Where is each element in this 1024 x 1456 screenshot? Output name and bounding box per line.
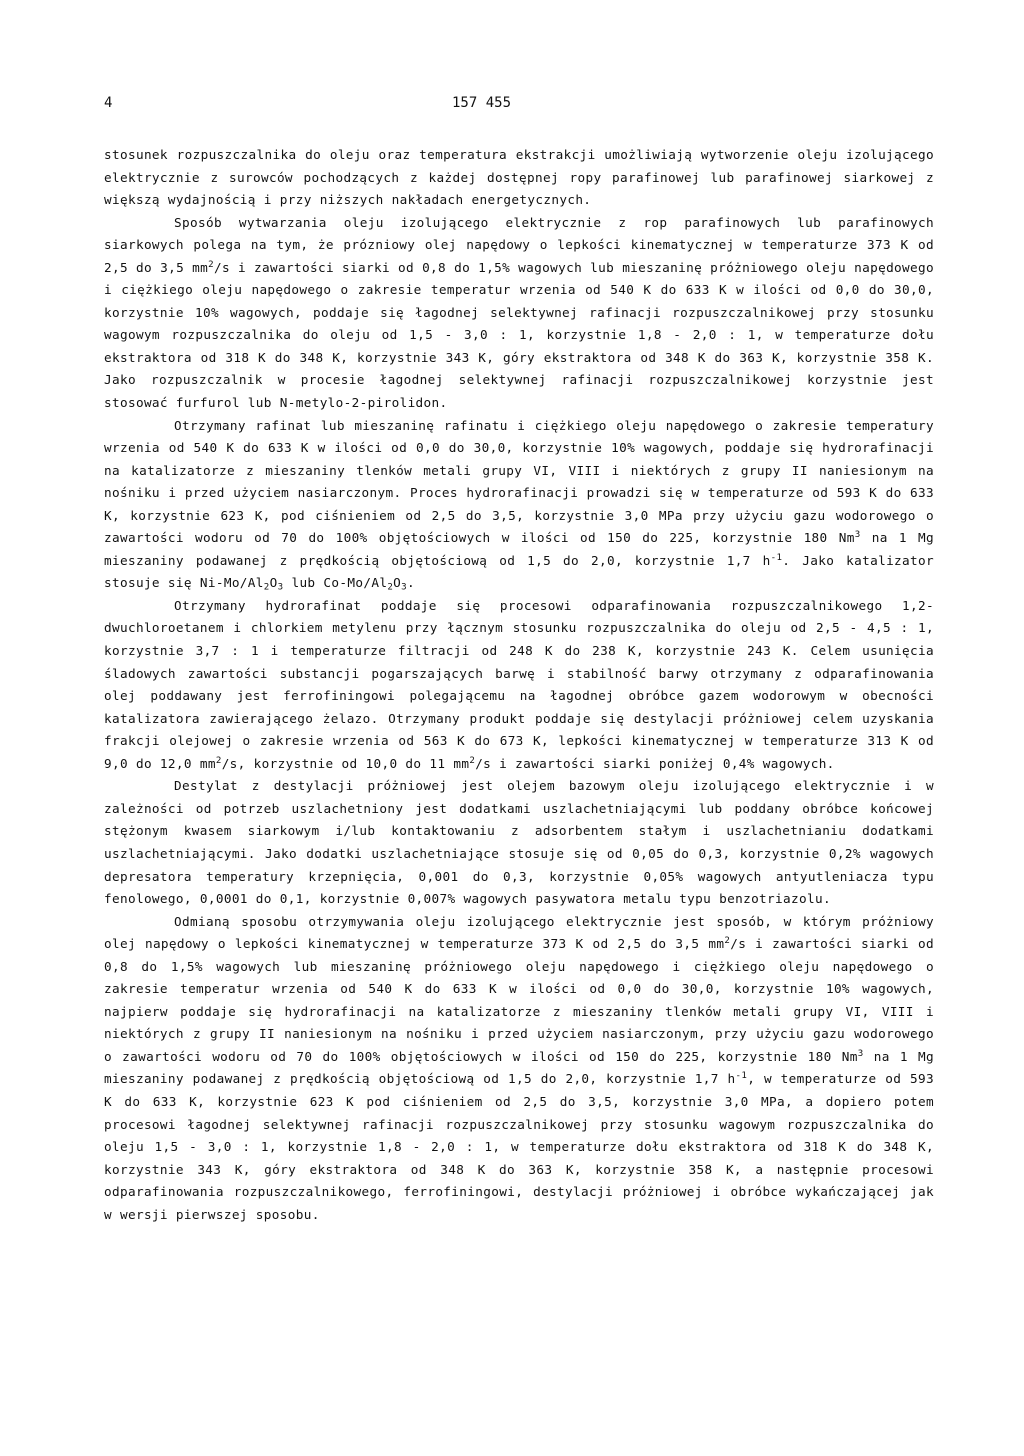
- page-number: 4: [104, 95, 113, 111]
- patent-number: 157 455: [452, 95, 512, 111]
- paragraph-6: Odmianą sposobu otrzymywania oleju izolującego elektrycznie jest sposób, w którym próżniowy olej napędowy o lepkości kinematycznej w temperaturze 373 K od 2,5 do 3,5 $mm^2/s$ i zawartości siarki od 0,8 do 1,5% wagowych lub mieszaninę próżniowego oleju napędowego i ciężkiego oleju napędowego o zakresie temperatur wrzenia od 540 K do 633 K w ilości od 0,0 do 30,0, korzystnie 10% wagowych, najpierw poddaje się hydrorafinacji na katalizatorze z mieszaniny tlenków metali grupy VI, VIII i niektórych z grupy II naniesionym na nośniku i przed użyciem nasiarczonym, przy użyciu gazu wodorowego o zawartości wodoru od 70 do 100% objętościowych w ilości od 150 do 225, korzystnie 180 Nm$^3$ na 1 Mg mieszaniny podawanej z prędkością objętościową od 1,5 do 2,0, korzystnie 1,7 $h^{-1}$, w temperaturze od 593 K do 633 K, korzystnie 623 K pod ciśnieniem od 2,5 do 3,5, korzystnie 3,0 MPa, a dopiero potem procesowi łagodnej selektywnej rafinacji rozpuszczalnikowej przy stosunku wagowym rozpuszczalnika do oleju 1,5 - 3,0 : 1, korzystnie 1,8 - 2,0 : 1, w temperaturze dołu ekstraktora od 318 K do 348 K, korzystnie 343 K, góry ekstraktora od 348 K do 363 K, korzystnie 358 K, a następnie procesowi odparafinowania rozpuszczalnikowego, ferrofiningowi, destylacji próżniowej i obróbce wykańczającej jak w wersji pierwszej sposobu.: [104, 913, 934, 1222]
- paragraph-2: Sposób wytwarzania oleju izolującego elektrycznie z rop parafinowych lub parafinowych siarkowych polega na tym, że prózniowy olej napędowy o lepkości kinematycznej w temperaturze 373 K od 2,5 do 3,5 $mm^2/s$ i zawartości siarki od 0,8 do 1,5% wagowych lub mieszaninę próżniowego oleju napędowego i ciężkiego oleju napędowego o zakresie temperatur wrzenia od 540 K do 633 K w ilości od 0,0 do 30,0, korzystnie 10% wagowych, poddaje się łagodnej selektywnej rafinacji rozpuszczalnikowej przy stosunku wagowym rozpuszczalnika do oleju od 1,5 - 3,0 : 1, korzystnie 1,8 - 2,0 : 1, w temperaturze dołu ekstraktora od 318 K do 348 K, korzystnie 343 K, góry ekstraktora od 348 K do 363 K, korzystnie 358 K. Jako rozpuszczalnik w procesie łagodnej selektywnej rafinacji rozpuszczalnikowej korzystnie jest stosować furfurol lub N-metylo-2-pirolidon.: [104, 214, 934, 411]
- paragraph-4: Otrzymany hydrorafinat poddaje się procesowi odparafinowania rozpuszczalnikowego 1,2-dwuchloroetanem i chlorkiem metylenu przy łącznym stosunku rozpuszczalnika do oleju od 2,5 - 4,5 : 1, korzystnie 3,7 : 1 i temperaturze filtracji od 248 K do 238 K, korzystnie 243 K. Celem usunięcia śladowych zawartości substancji pogarszających barwę i stabilność barwy otrzymany z odparafinowania olej poddawany jest ferrofiningowi polegającemu na łagodnej obróbce gazem wodorowym w obecności katalizatora zawierającego żelazo. Otrzymany produkt poddaje się destylacji próżniowej celem uzyskania frakcji olejowej o zakresie wrzenia od 563 K do 673 K, lepkości kinematycznej w temperaturze 313 K od 9,0 do 12,0 $mm^2/s$, korzystnie od 10,0 do 11 $mm^2/s$ i zawartości siarki poniżej 0,4% wagowych.: [104, 597, 934, 771]
- paragraph-5: Destylat z destylacji próżniowej jest olejem bazowym oleju izolującego elektrycznie i w zależności od potrzeb uszlachetniony jest dodatkami uszlachetniającymi lub poddany obróbce końcowej stężonym kwasem siarkowym i/lub kontaktowaniu z adsorbentem stałym i uszlachetnianiu dodatkami uszlachetniającymi. Jako dodatki uszlachetniające stosuje się od 0,05 do 0,3, korzystnie 0,2% wagowych depresatora temperatury krzepnięcia, 0,001 do 0,3, korzystnie 0,05% wagowych antyutleniacza typu fenolowego, 0,0001 do 0,1, korzystnie 0,007% wagowych pasywatora metalu typu benzotriazolu.: [104, 778, 934, 907]
- paragraph-3: Otrzymany rafinat lub mieszaninę rafinatu i ciężkiego oleju napędowego o zakresie temperatury wrzenia od 540 K do 633 K w ilości od 0,0 do 30,0, korzystnie 10% wagowych, poddaje się hydrorafinacji na katalizatorze z mieszaniny tlenków metali grupy VI, VIII i niektórych z grupy II naniesionym na nośniku i przed użyciem nasiarczonym. Proces hydrorafinacji prowadzi się w temperaturze od 593 K do 633 K, korzystnie 623 K, pod ciśnieniem od 2,5 do 3,5, korzystnie 3,0 MPa przy użyciu gazu wodorowego o zawartości wodoru od 70 do 100% objętościowych w ilości od 150 do 225, korzystnie 180 Nm$^3$ na 1 Mg mieszaniny podawanej z prędkością objętościową od 1,5 do 2,0, korzystnie 1,7 $h^{-1}$. Jako katalizator stosuje się $Ni-Mo/Al_2O_3$ lub $Co-Mo/Al_2O_3$.: [104, 417, 934, 594]
- document-body: [104, 144, 934, 1226]
- page-header: [0, 95, 1024, 115]
- paragraph-1: stosunek rozpuszczalnika do oleju oraz temperatura ekstrakcji umożliwiają wytworzenie oleju izolującego elektrycznie z surowców pochodzących z każdej dostępnej ropy parafinowej lub parafinowej siarkowej z większą wydajnością i przy niższych nakładach energetycznych.: [104, 147, 934, 208]
